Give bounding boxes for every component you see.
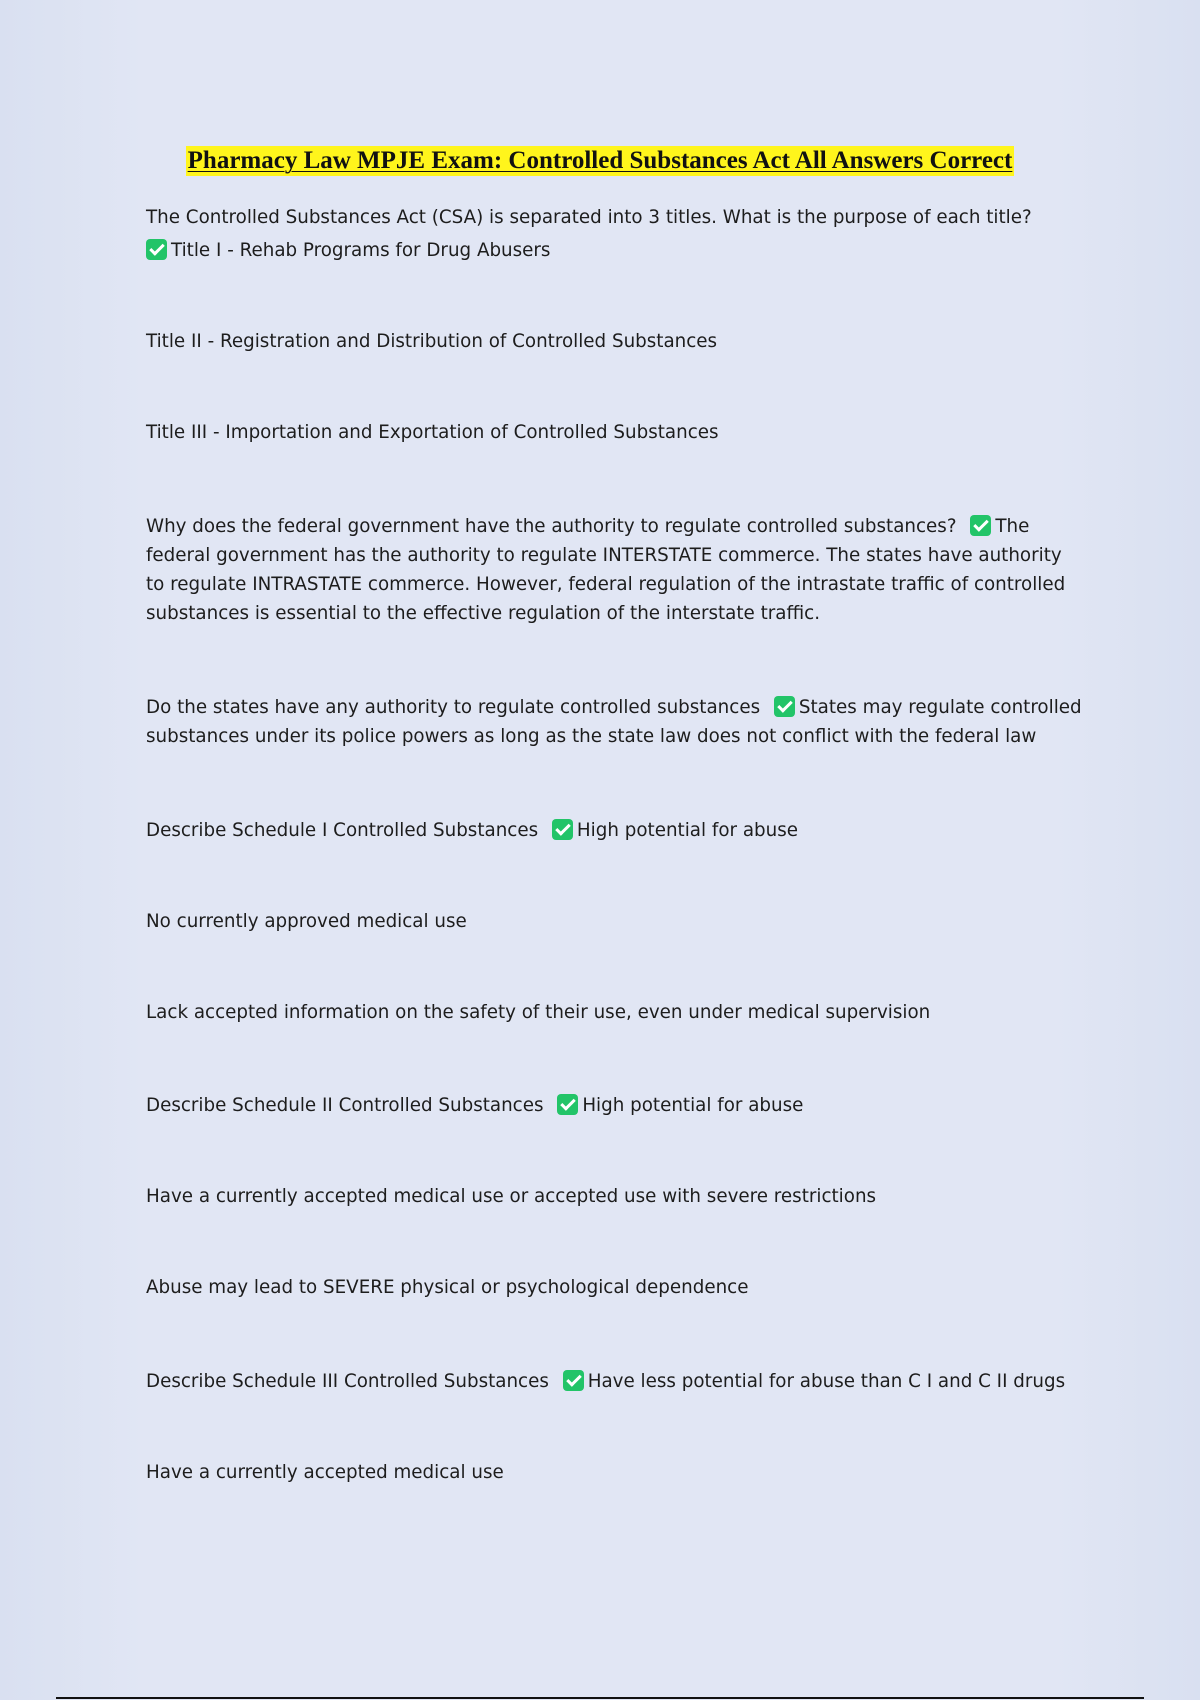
answer-line — [146, 541, 1062, 570]
answer-text: States may regulate controlled — [798, 697, 1082, 718]
answer-text: Title III - Importation and Exportation of Controlled Substances — [146, 422, 719, 443]
question-schedule-1: Describe Schedule I Controlled Substances — [146, 820, 539, 841]
question-schedule-2: Describe Schedule II Controlled Substances — [146, 1095, 544, 1116]
answer-text: Have less potential for abuse than C I and C II drugs — [587, 1371, 1066, 1392]
answer-text: High potential for abuse — [576, 820, 798, 841]
question-answer-line — [146, 816, 798, 845]
title-wrapper — [148, 146, 1052, 176]
answer-line — [146, 418, 719, 447]
question-text — [146, 203, 1032, 232]
question-answer-line — [146, 512, 1029, 541]
answer-text: Title II - Registration and Distribution of Controlled Substances — [146, 331, 718, 352]
answer-text: federal government has the authority to regulate INTERSTATE commerce. The states have authority — [146, 545, 1062, 566]
check-mark-icon — [563, 1370, 584, 1391]
answer-text: Abuse may lead to SEVERE physical or psychological dependence — [146, 1277, 749, 1298]
answer-text: The — [995, 516, 1030, 537]
answer-line — [146, 327, 717, 356]
answer-text: High potential for abuse — [582, 1095, 804, 1116]
answer-text: substances under its police powers as long as the state law does not conflict with the federal law — [146, 726, 1037, 747]
answer-line — [146, 722, 1036, 751]
check-mark-icon — [552, 819, 573, 840]
answer-text: to regulate INTRASTATE commerce. However, federal regulation of the intrastate traffic of controlled — [146, 574, 1066, 595]
answer-line — [146, 907, 467, 936]
answer-line — [146, 236, 550, 265]
check-mark-icon — [557, 1094, 578, 1115]
answer-text: No currently approved medical use — [146, 911, 467, 932]
answer-line — [146, 1458, 504, 1487]
question-answer-line — [146, 1091, 803, 1120]
question-csa-titles: The Controlled Substances Act (CSA) is separated into 3 titles. What is the purpose of each title? — [146, 207, 1032, 228]
check-mark-icon — [774, 696, 795, 717]
check-mark-icon — [970, 515, 991, 536]
answer-line — [146, 1273, 748, 1302]
check-mark-icon — [146, 239, 167, 260]
answer-line — [146, 599, 820, 628]
question-federal-authority: Why does the federal government have the authority to regulate controlled substances? — [146, 516, 957, 537]
question-answer-line — [146, 1367, 1065, 1396]
answer-text: substances is essential to the effective regulation of the interstate traffic. — [146, 603, 821, 624]
answer-text: Have a currently accepted medical use or accepted use with severe restrictions — [146, 1186, 877, 1207]
question-answer-line — [146, 693, 1082, 722]
question-schedule-3: Describe Schedule III Controlled Substances — [146, 1371, 549, 1392]
answer-text: Title I - Rehab Programs for Drug Abusers — [171, 240, 551, 261]
answer-line — [146, 570, 1065, 599]
answer-line — [146, 1182, 876, 1211]
document-title: Pharmacy Law MPJE Exam: Controlled Substances Act All Answers Correct — [187, 147, 1013, 174]
answer-text: Lack accepted information on the safety of their use, even under medical supervision — [146, 1002, 931, 1023]
page-bottom-rule — [56, 1697, 1144, 1699]
answer-line — [146, 998, 930, 1027]
answer-text: Have a currently accepted medical use — [146, 1462, 504, 1483]
question-state-authority: Do the states have any authority to regulate controlled substances — [146, 697, 761, 718]
